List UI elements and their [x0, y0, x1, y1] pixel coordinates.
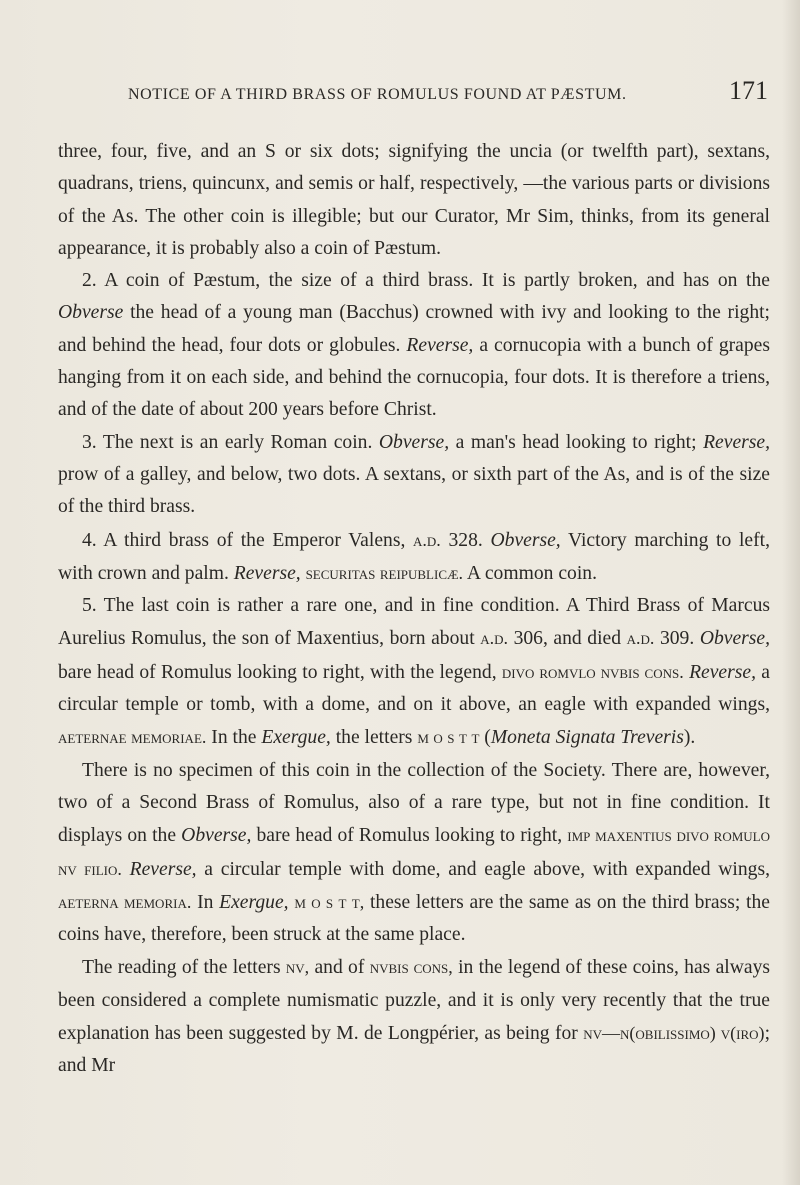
paragraph-second-brass: There is no specimen of this coin in the collection of the Society. There are, however, two of a Second Brass of Romulus, also of a rare type, but not in fine condition. It displays on the Obverse, bare head of Romulus looking to right, imp maxentius divo romulo nv filio. Reverse, a circular temple with dome, and eagle above, with expanded wings, aeterna memoria. In Exergue, m o s t t, these letters are the same as on the third brass; the coins have, therefore, been struck at the same place. — [58, 759, 771, 946]
paragraph-coin-5: 5. The last coin is rather a rare one, and in fine condition. A Third Brass of Marcus Aurelius Romulus, the son of Maxentius, born about a.d. 306, and died a.d. 309. Obverse, bare head of Romulus looking to right, with the legend, divo romvlo nvbis cons. Reverse, a circular temple or tomb, with a dome, and on it above, an eagle with expanded wings, aeternae memoriae. In the Exergue, the letters m o s t t (Moneta Signata Treveris). — [58, 595, 770, 749]
paragraph-continuation: three, four, five, and an S or six dots; signifying the uncia (or twelfth part), sextans, quadrans, triens, quincunx, and semis or half, respectively, —the various parts or divisions of the As. The other coin is illegible; but our Curator, Mr Sim, thinks, from its general appearance, it is probably also a coin of Pæstum. — [58, 141, 770, 259]
paragraph-coin-4: 4. A third brass of the Emperor Valens, a.d. 328. Obverse, Victory marching to left, with crown and palm. Reverse, securitas reipublicæ. A common coin. — [58, 529, 770, 584]
body-text — [58, 136, 770, 1083]
page-header — [128, 76, 768, 116]
paragraph-legend-reading: The reading of the letters nv, and of nvbis cons, in the legend of these coins, has always been considered a complete numismatic puzzle, and it is only very recently that the true explanation has been suggested by M. de Longpérier, as being for nv—n(obilissimo) v(iro); and Mr — [58, 957, 771, 1077]
paragraph-coin-3: 3. The next is an early Roman coin. Obverse, a man's head looking to right; Reverse, prow of a galley, and below, two dots. A sextans, or sixth part of the As, and is of the size of the third brass. — [58, 431, 770, 518]
page-number: 171 — [729, 76, 768, 105]
paragraph-coin-2: 2. A coin of Pæstum, the size of a third brass. It is partly broken, and has on the Obverse the head of a young man (Bacchus) crowned with ivy and looking to the right; and behind the head, four dots or globules. Reverse, a cornucopia with a bunch of grapes hanging from it on each side, and behind the cornucopia, four dots. It is therefore a triens, and of the date of about 200 years before Christ. — [58, 270, 770, 421]
running-title: NOTICE OF A THIRD BRASS OF ROMULUS FOUND AT PÆSTUM. — [128, 86, 627, 103]
page-edge-shadow — [782, 0, 800, 1185]
